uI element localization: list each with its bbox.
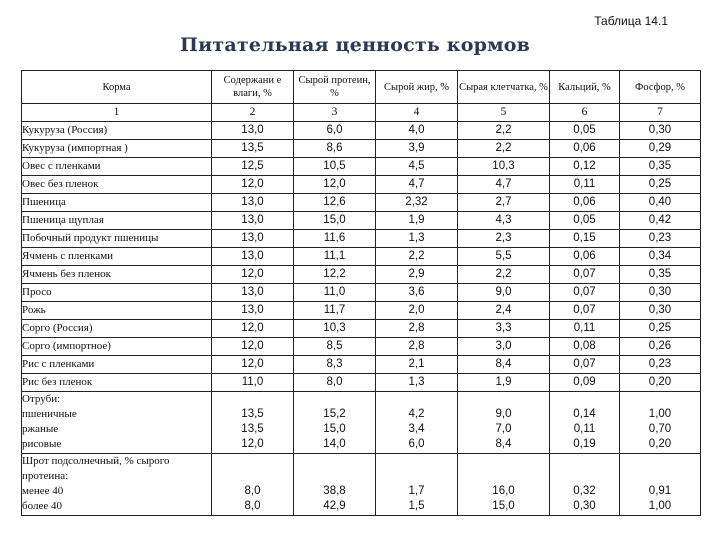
cell-value: 0,26 bbox=[620, 338, 701, 356]
cell-value: 11,0 bbox=[294, 284, 376, 302]
table-row bbox=[22, 176, 701, 194]
cell-value: 0,06 bbox=[550, 140, 620, 158]
cell-value: 2,8 bbox=[376, 338, 458, 356]
cell-value: 3,9 bbox=[376, 140, 458, 158]
header-crude-protein: Сырой протеин, % bbox=[294, 71, 376, 104]
cell-value: 2,2 bbox=[458, 266, 550, 284]
cell-value: 11,1 bbox=[294, 248, 376, 266]
cell-value-group bbox=[620, 454, 701, 516]
cell-value: 0,29 bbox=[620, 140, 701, 158]
cell-value-group bbox=[458, 392, 550, 454]
cell-value: 4,2 bbox=[408, 408, 425, 420]
cell-value-group bbox=[212, 392, 294, 454]
table-row bbox=[22, 230, 701, 248]
cell-value: 9,0 bbox=[495, 408, 512, 420]
cell-value-group bbox=[294, 392, 376, 454]
cell-value: 6,0 bbox=[294, 122, 376, 140]
cell-value: 0,30 bbox=[620, 122, 701, 140]
cell-value: 1,7 bbox=[408, 485, 425, 497]
cell-value: 0,25 bbox=[620, 320, 701, 338]
feed-name-line: рисовые bbox=[22, 438, 62, 450]
table-row bbox=[22, 320, 701, 338]
cell-value: 2,3 bbox=[458, 230, 550, 248]
cell-value: 13,0 bbox=[212, 230, 294, 248]
cell-value: 0,11 bbox=[573, 423, 596, 435]
column-number: 3 bbox=[294, 104, 376, 122]
cell-value: 13,5 bbox=[241, 408, 264, 420]
cell-value-group bbox=[550, 392, 620, 454]
column-number: 1 bbox=[22, 104, 212, 122]
cell-value: 0,06 bbox=[550, 194, 620, 212]
cell-value: 0,07 bbox=[550, 284, 620, 302]
cell-value: 42,9 bbox=[323, 500, 346, 512]
cell-value: 2,4 bbox=[458, 302, 550, 320]
table-row bbox=[22, 266, 701, 284]
cell-value: 4,3 bbox=[458, 212, 550, 230]
cell-value: 0,07 bbox=[550, 356, 620, 374]
cell-value: 0,05 bbox=[550, 122, 620, 140]
cell-value: 0,91 bbox=[648, 485, 672, 497]
cell-value: 2,32 bbox=[376, 194, 458, 212]
feed-name-line: Отруби: bbox=[22, 393, 61, 405]
cell-value: 15,2 bbox=[323, 408, 346, 420]
cell-value: 3,4 bbox=[408, 423, 425, 435]
cell-value: 12,0 bbox=[212, 176, 294, 194]
cell-value: 8,3 bbox=[294, 356, 376, 374]
cell-value: 13,0 bbox=[212, 284, 294, 302]
cell-value: 0,23 bbox=[620, 230, 701, 248]
cell-value-group bbox=[294, 454, 376, 516]
table-row bbox=[22, 140, 701, 158]
column-number-row bbox=[22, 104, 701, 122]
cell-value: 0,06 bbox=[550, 248, 620, 266]
cell-value: 0,32 bbox=[573, 485, 596, 497]
cell-value: 1,5 bbox=[408, 500, 425, 512]
feed-name: Овес с пленками bbox=[22, 158, 212, 176]
feed-name: Сорго (Россия) bbox=[22, 320, 212, 338]
cell-value: 0,40 bbox=[620, 194, 701, 212]
cell-value: 0,30 bbox=[620, 284, 701, 302]
cell-value: 12,0 bbox=[212, 356, 294, 374]
cell-value: 8,4 bbox=[495, 438, 512, 450]
cell-value: 13,5 bbox=[241, 423, 264, 435]
cell-value: 8,0 bbox=[244, 485, 261, 497]
cell-value: 15,0 bbox=[323, 423, 346, 435]
cell-value: 0,42 bbox=[620, 212, 701, 230]
feed-name-line: менее 40 bbox=[22, 485, 64, 497]
cell-value: 0,05 bbox=[550, 212, 620, 230]
feed-name-line: протеина: bbox=[22, 470, 69, 482]
cell-value: 2,2 bbox=[458, 122, 550, 140]
column-number: 5 bbox=[458, 104, 550, 122]
feed-name: Пшеница щуплая bbox=[22, 212, 212, 230]
cell-value: 1,00 bbox=[648, 408, 672, 420]
cell-value: 3,0 bbox=[458, 338, 550, 356]
cell-value: 15,0 bbox=[492, 500, 515, 512]
cell-value: 10,3 bbox=[458, 158, 550, 176]
cell-value: 0,35 bbox=[620, 266, 701, 284]
cell-value: 12,0 bbox=[241, 438, 264, 450]
feed-name-line: ржаные bbox=[22, 423, 59, 435]
cell-value: 7,0 bbox=[495, 423, 512, 435]
cell-value: 11,6 bbox=[294, 230, 376, 248]
cell-value-group bbox=[550, 454, 620, 516]
table-row bbox=[22, 194, 701, 212]
cell-value: 4,7 bbox=[376, 176, 458, 194]
cell-value: 4,0 bbox=[376, 122, 458, 140]
cell-value: 12,0 bbox=[212, 266, 294, 284]
cell-value: 12,2 bbox=[294, 266, 376, 284]
cell-value-group bbox=[212, 454, 294, 516]
cell-value: 0,14 bbox=[573, 408, 596, 420]
cell-value: 1,3 bbox=[376, 374, 458, 392]
feed-name: Побочный продукт пшеницы bbox=[22, 230, 212, 248]
cell-value: 15,0 bbox=[294, 212, 376, 230]
feed-name: Рожь bbox=[22, 302, 212, 320]
cell-value: 8,0 bbox=[294, 374, 376, 392]
header-phosphorus: Фосфор, % bbox=[620, 71, 701, 104]
feed-name: Рис с пленками bbox=[22, 356, 212, 374]
column-number: 6 bbox=[550, 104, 620, 122]
cell-value: 13,0 bbox=[212, 122, 294, 140]
cell-value: 0,19 bbox=[573, 438, 596, 450]
cell-value-group bbox=[376, 392, 458, 454]
cell-value: 2,1 bbox=[376, 356, 458, 374]
cell-value: 2,7 bbox=[458, 194, 550, 212]
cell-value: 0,23 bbox=[620, 356, 701, 374]
table-row bbox=[22, 374, 701, 392]
cell-value: 16,0 bbox=[492, 485, 515, 497]
cell-value: 14,0 bbox=[323, 438, 346, 450]
cell-value: 2,9 bbox=[376, 266, 458, 284]
cell-value: 1,3 bbox=[376, 230, 458, 248]
table-row-bran bbox=[22, 392, 701, 454]
cell-value: 8,5 bbox=[294, 338, 376, 356]
feed-name: Пшеница bbox=[22, 194, 212, 212]
column-number: 2 bbox=[212, 104, 294, 122]
cell-value: 11,7 bbox=[294, 302, 376, 320]
cell-value: 12,0 bbox=[212, 320, 294, 338]
feed-name: Ячмень без пленок bbox=[22, 266, 212, 284]
cell-value: 0,34 bbox=[620, 248, 701, 266]
table-row bbox=[22, 338, 701, 356]
cell-value: 13,0 bbox=[212, 302, 294, 320]
cell-value: 2,0 bbox=[376, 302, 458, 320]
column-number: 4 bbox=[376, 104, 458, 122]
cell-value: 38,8 bbox=[323, 485, 346, 497]
feed-name-group bbox=[22, 392, 212, 454]
cell-value: 13,5 bbox=[212, 140, 294, 158]
feed-name: Кукуруза (импортная ) bbox=[22, 140, 212, 158]
cell-value: 5,5 bbox=[458, 248, 550, 266]
table-row-sunflower-meal bbox=[22, 454, 701, 516]
cell-value: 4,5 bbox=[376, 158, 458, 176]
cell-value: 13,0 bbox=[212, 248, 294, 266]
page-title: Питательная ценность кормов bbox=[180, 34, 531, 56]
table-row bbox=[22, 212, 701, 230]
cell-value: 0,70 bbox=[648, 423, 672, 435]
cell-value: 12,0 bbox=[294, 176, 376, 194]
cell-value: 3,6 bbox=[376, 284, 458, 302]
cell-value: 0,30 bbox=[573, 500, 596, 512]
cell-value: 10,5 bbox=[294, 158, 376, 176]
header-crude-fat: Сырой жир, % bbox=[376, 71, 458, 104]
cell-value: 13,0 bbox=[212, 194, 294, 212]
cell-value: 1,9 bbox=[376, 212, 458, 230]
cell-value: 6,0 bbox=[408, 438, 425, 450]
cell-value: 10,3 bbox=[294, 320, 376, 338]
feed-name: Просо bbox=[22, 284, 212, 302]
cell-value: 8,4 bbox=[458, 356, 550, 374]
header-moisture: Содержани е влаги, % bbox=[212, 71, 294, 104]
table-row bbox=[22, 284, 701, 302]
cell-value: 3,3 bbox=[458, 320, 550, 338]
cell-value: 9,0 bbox=[458, 284, 550, 302]
feed-name-line: более 40 bbox=[22, 500, 62, 512]
cell-value: 11,0 bbox=[212, 374, 294, 392]
cell-value: 0,07 bbox=[550, 266, 620, 284]
cell-value: 0,11 bbox=[550, 176, 620, 194]
cell-value: 8,0 bbox=[244, 500, 261, 512]
cell-value: 12,5 bbox=[212, 158, 294, 176]
feed-name: Кукуруза (Россия) bbox=[22, 122, 212, 140]
table-row bbox=[22, 158, 701, 176]
header-feed: Корма bbox=[22, 71, 212, 104]
table-number: Таблица 14.1 bbox=[594, 14, 668, 28]
cell-value: 0,11 bbox=[550, 320, 620, 338]
feed-name: Ячмень с пленками bbox=[22, 248, 212, 266]
header-row bbox=[22, 71, 701, 104]
feed-value-table bbox=[21, 70, 701, 516]
cell-value-group bbox=[620, 392, 701, 454]
cell-value-group bbox=[376, 454, 458, 516]
feed-name-line: Шрот подсолнечный, % сырого bbox=[22, 455, 170, 467]
cell-value: 2,2 bbox=[458, 140, 550, 158]
header-calcium: Кальций, % bbox=[550, 71, 620, 104]
cell-value: 13,0 bbox=[212, 212, 294, 230]
cell-value: 12,6 bbox=[294, 194, 376, 212]
cell-value: 0,12 bbox=[550, 158, 620, 176]
table-row bbox=[22, 302, 701, 320]
feed-name-line: пшеничные bbox=[22, 408, 77, 420]
cell-value: 0,20 bbox=[620, 374, 701, 392]
table-row bbox=[22, 356, 701, 374]
cell-value: 0,30 bbox=[620, 302, 701, 320]
column-number: 7 bbox=[620, 104, 701, 122]
cell-value-group bbox=[458, 454, 550, 516]
feed-name: Рис без пленок bbox=[22, 374, 212, 392]
cell-value: 0,15 bbox=[550, 230, 620, 248]
cell-value: 0,35 bbox=[620, 158, 701, 176]
cell-value: 2,2 bbox=[376, 248, 458, 266]
cell-value: 2,8 bbox=[376, 320, 458, 338]
table-row bbox=[22, 122, 701, 140]
cell-value: 1,00 bbox=[648, 500, 672, 512]
cell-value: 12,0 bbox=[212, 338, 294, 356]
table-row bbox=[22, 248, 701, 266]
feed-name-group bbox=[22, 454, 212, 516]
cell-value: 1,9 bbox=[458, 374, 550, 392]
cell-value: 0,08 bbox=[550, 338, 620, 356]
header-crude-fiber: Сырая клетчатка, % bbox=[458, 71, 550, 104]
cell-value: 0,25 bbox=[620, 176, 701, 194]
cell-value: 0,09 bbox=[550, 374, 620, 392]
cell-value: 8,6 bbox=[294, 140, 376, 158]
feed-name: Овес без пленок bbox=[22, 176, 212, 194]
cell-value: 4,7 bbox=[458, 176, 550, 194]
cell-value: 0,20 bbox=[648, 438, 672, 450]
feed-name: Сорго (импортное) bbox=[22, 338, 212, 356]
cell-value: 0,07 bbox=[550, 302, 620, 320]
